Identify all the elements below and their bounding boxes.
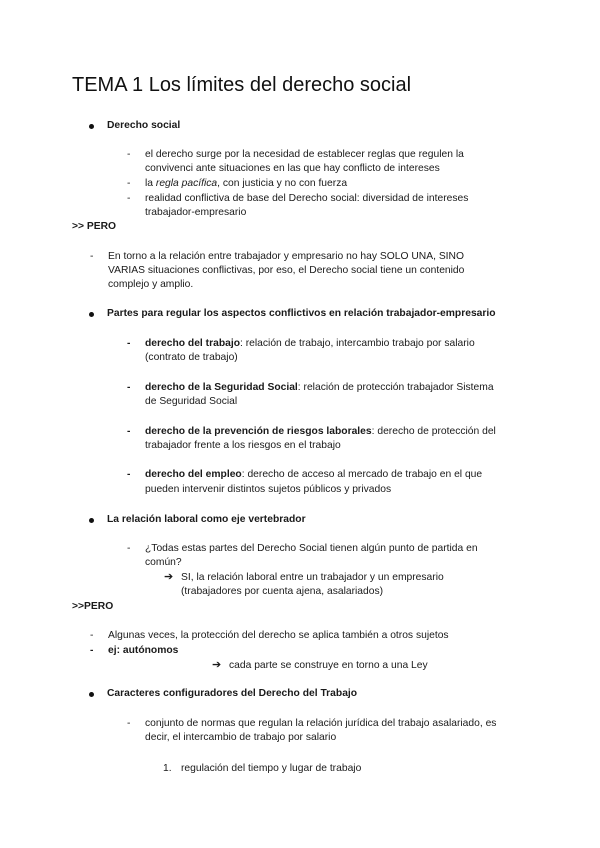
dash-icon: -: [90, 630, 94, 641]
pero-label: >> PERO: [72, 221, 117, 232]
list-item-line: decir, el intercambio de trabajo por salario: [145, 732, 337, 743]
list-item-regla: [145, 176, 347, 191]
list-number: 1.: [163, 763, 172, 774]
list-item-line: conjunto de normas que regulan la relación jurídica del trabajo asalariado, es: [145, 718, 497, 729]
list-item-line: realidad conflictiva de base del Derecho social: diversidad de intereses: [145, 193, 469, 204]
list-item-line: [145, 336, 475, 351]
list-item-line: cada parte se construye en torno a una Ley: [229, 660, 428, 671]
dash-icon: -: [127, 718, 131, 729]
dash-icon: -: [127, 178, 131, 189]
text-span: la: [145, 178, 156, 189]
list-item-line: [145, 424, 496, 439]
list-item-line: de Seguridad Social: [145, 396, 238, 407]
bullet-icon: [89, 518, 94, 523]
section-heading-derecho-social: Derecho social: [107, 120, 181, 131]
dash-icon: -: [127, 469, 131, 480]
list-item-line: convivenci ante situaciones en las que hay conflicto de intereses: [145, 163, 440, 174]
list-item-line: (contrato de trabajo): [145, 352, 238, 363]
dash-icon: -: [127, 382, 131, 393]
list-item-line: Algunas veces, la protección del derecho se aplica también a otros sujetos: [108, 630, 449, 641]
list-item-line: [145, 380, 494, 395]
text-span: : relación de protección trabajador Sistema: [297, 382, 494, 393]
italic-text: regla pacífica: [155, 178, 218, 189]
bold-term: derecho de la prevención de riesgos laborales: [145, 426, 372, 437]
bold-term: derecho de la Seguridad Social: [145, 382, 298, 393]
arrow-right-icon: ➔: [212, 659, 222, 671]
list-item-line: [145, 467, 482, 482]
text-span: : relación de trabajo, intercambio trabajo por salario: [240, 338, 475, 349]
list-item-line: ¿Todas estas partes del Derecho Social tienen algún punto de partida en: [145, 543, 478, 554]
list-item-line: SI, la relación laboral entre un trabajador y un empresario: [181, 572, 444, 583]
bullet-icon: [89, 124, 94, 129]
section-heading-relacion-laboral: La relación laboral como eje vertebrador: [107, 514, 306, 525]
dash-icon: -: [127, 426, 131, 437]
dash-icon: -: [127, 149, 131, 160]
list-item-line: complejo y amplio.: [108, 279, 194, 290]
list-item-line: trabajador-empresario: [145, 207, 247, 218]
section-heading-partes: Partes para regular los aspectos conflictivos en relación trabajador-empresario: [107, 308, 496, 319]
list-item-line: pueden intervenir distintos sujetos públicos y privados: [145, 484, 392, 495]
section-heading-caracteres: Caracteres configuradores del Derecho del Trabajo: [107, 688, 358, 699]
dash-icon: -: [127, 193, 131, 204]
bold-term: derecho del trabajo: [145, 338, 240, 349]
list-item-line: el derecho surge por la necesidad de establecer reglas que regulen la: [145, 149, 464, 160]
list-item-line: regulación del tiempo y lugar de trabajo: [181, 763, 362, 774]
list-item-line: VARIAS situaciones conflictivas, por eso, el Derecho social tiene un contenido: [108, 265, 465, 276]
text-span: : derecho de protección del: [371, 426, 496, 437]
text-span: , con justicia y no con fuerza: [217, 178, 348, 189]
text-span: : derecho de acceso al mercado de trabajo en el que: [241, 469, 483, 480]
pero-label: >>PERO: [72, 601, 114, 612]
dash-icon: -: [90, 251, 94, 262]
page-title: TEMA 1 Los límites del derecho social: [72, 74, 412, 96]
list-item-line: ej: autónomos: [108, 645, 179, 656]
arrow-right-icon: ➔: [164, 571, 174, 583]
dash-icon: -: [127, 338, 131, 349]
list-item-line: En torno a la relación entre trabajador y empresario no hay SOLO UNA, SINO: [108, 251, 464, 262]
bullet-icon: [89, 692, 94, 697]
list-item-line: (trabajadores por cuenta ajena, asalariados): [181, 586, 384, 597]
dash-icon: -: [90, 645, 94, 656]
bold-term: derecho del empleo: [145, 469, 242, 480]
list-item-line: trabajador frente a los riesgos en el trabajo: [145, 440, 341, 451]
list-item-line: común?: [145, 557, 182, 568]
dash-icon: -: [127, 543, 131, 554]
bullet-icon: [89, 312, 94, 317]
